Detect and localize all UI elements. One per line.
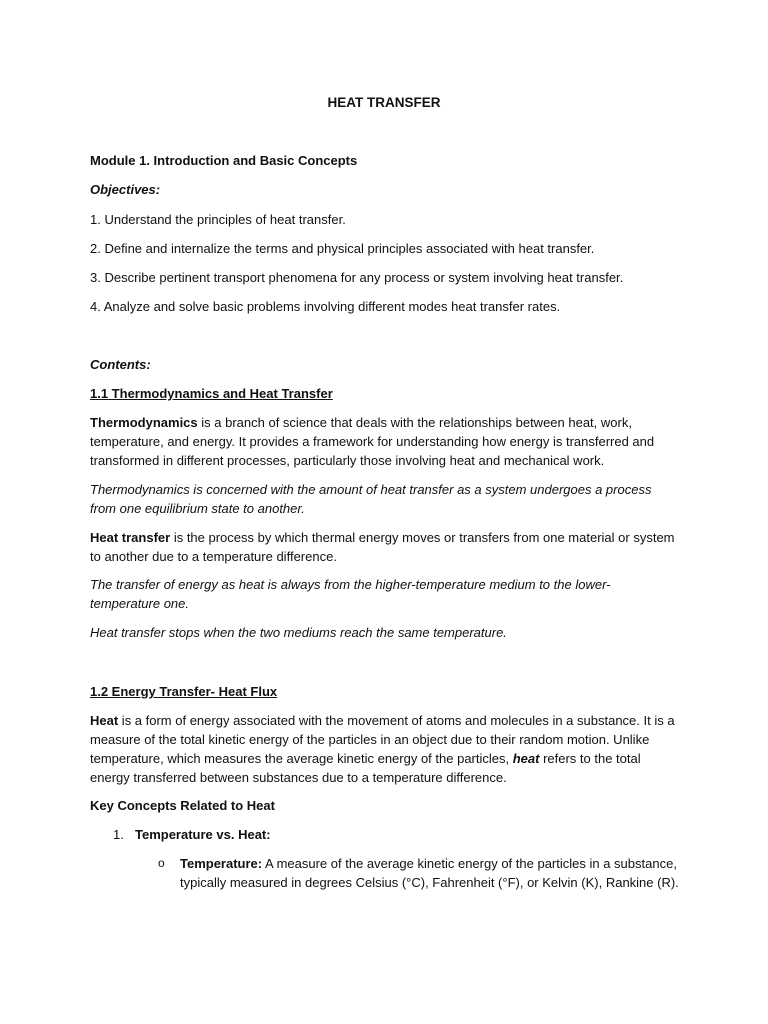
objective-item: 4. Analyze and solve basic problems involving different modes heat transfer rates.: [90, 299, 561, 314]
temperature-subitem: [180, 854, 680, 892]
heat-definition-end: refers to the total energy transferred between substances due to a temperature difference.: [90, 751, 641, 785]
temperature-definition: A measure of the average kinetic energy of the particles in a substance, typically measured in degrees Celsius (°C), Fahrenheit (°F), or Kelvin (K), Rankine (R).: [180, 856, 679, 890]
key-concepts-heading: Key Concepts Related to Heat: [90, 798, 275, 813]
term-thermodynamics: Thermodynamics: [90, 415, 198, 430]
thermodynamics-definition: is a branch of science that deals with the relationships between heat, work, temperature, and energy. It provides a framework for understanding how energy is transferred and transformed in different processes, particularly those involving heat and mechanical work.: [90, 415, 655, 468]
term-heat: Heat: [90, 713, 119, 728]
term-heat-emphasis: heat: [512, 751, 540, 766]
heat-transfer-paragraph: [90, 528, 680, 566]
list-number: 1.: [113, 827, 124, 842]
thermodynamics-note: Thermodynamics is concerned with the amount of heat transfer as a system undergoes a process from one equilibrium state to another.: [90, 482, 652, 516]
objective-item: 2. Define and internalize the terms and physical principles associated with heat transfer.: [90, 241, 595, 256]
section-heading-1-2: 1.2 Energy Transfer- Heat Flux: [90, 684, 278, 699]
objective-item: 1. Understand the principles of heat transfer.: [90, 212, 346, 227]
objectives-label: Objectives:: [90, 182, 161, 197]
document-title: HEAT TRANSFER: [327, 95, 441, 110]
bullet-icon: o: [158, 856, 165, 870]
thermodynamics-paragraph: [90, 413, 680, 470]
term-heat-transfer: Heat transfer: [90, 530, 171, 545]
module-heading: Module 1. Introduction and Basic Concepts: [90, 153, 358, 168]
heat-stop-note: Heat transfer stops when the two mediums reach the same temperature.: [90, 625, 507, 640]
list-item-label: Temperature vs. Heat:: [135, 827, 271, 842]
section-heading-1-1: 1.1 Thermodynamics and Heat Transfer: [90, 386, 333, 401]
objective-item: 3. Describe pertinent transport phenomena for any process or system involving heat transfer.: [90, 270, 624, 285]
heat-paragraph: [90, 711, 680, 787]
contents-label: Contents:: [90, 357, 151, 372]
heat-transfer-definition: is the process by which thermal energy moves or transfers from one material or system to another due to a temperature difference.: [90, 530, 675, 564]
term-temperature: Temperature:: [180, 856, 263, 871]
heat-direction-note: The transfer of energy as heat is always from the higher-temperature medium to the lower-temperature one.: [90, 577, 611, 611]
heat-definition: is a form of energy associated with the movement of atoms and molecules in a substance. It is a measure of the total kinetic energy of the particles in an object due to their random motion. Unlike temperature, which measures the average kinetic energy of the particles,: [90, 713, 675, 766]
